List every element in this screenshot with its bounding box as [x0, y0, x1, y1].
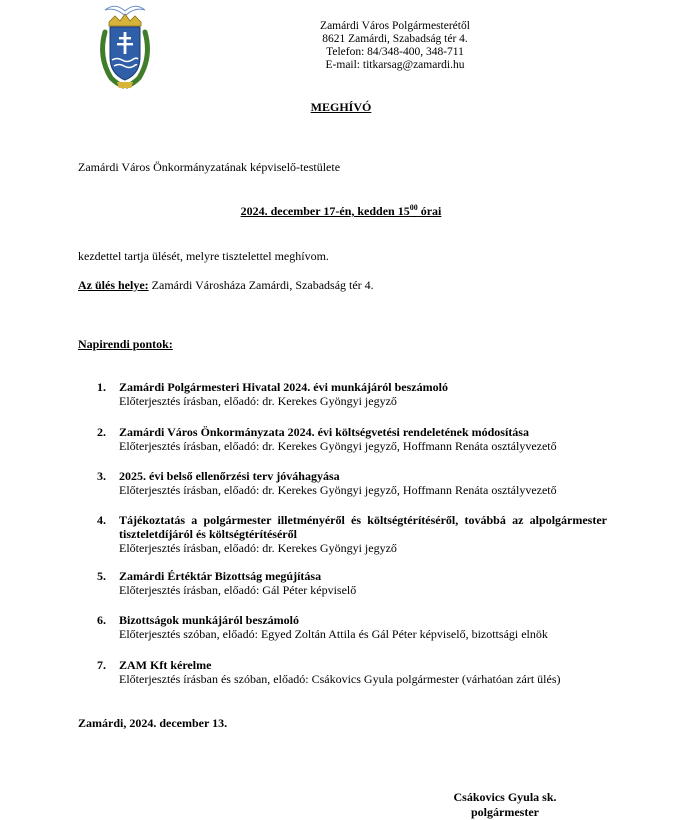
agenda-item-number: 6.: [97, 613, 106, 627]
agenda-item-number: 7.: [97, 658, 106, 672]
agenda-item-number: 5.: [97, 569, 106, 583]
agenda-item-title: Zamárdi Értéktár Bizottság megújítása: [119, 569, 322, 583]
coat-of-arms-logo: [95, 2, 155, 90]
agenda-item-number: 4.: [97, 513, 106, 527]
sender-address-block: [310, 20, 480, 72]
meeting-date-main: 2024. december 17-én, kedden 15: [240, 204, 410, 218]
sender-name: Zamárdi Város Polgármesterétől: [320, 20, 470, 32]
crown-icon: [109, 14, 141, 26]
intro-text: Zamárdi Város Önkormányzatának képviselő-testülete: [78, 160, 341, 174]
agenda-item-number: 1.: [97, 380, 106, 394]
agenda-item-title: Bizottságok munkájáról beszámoló: [119, 613, 299, 627]
agenda-item: [97, 425, 607, 453]
signature-block: [430, 790, 580, 820]
meeting-date: [0, 204, 682, 218]
agenda-item-presenter: Előterjesztés írásban, előadó: dr. Kerekes Gyöngyi jegyző: [119, 541, 397, 555]
agenda-item-title: Tájékoztatás a polgármester illetményéről és költségtérítéséről, továbbá az alpolgármester tiszteletdíjáról és költségtérítéséről: [119, 513, 607, 541]
venue-label: Az ülés helye:: [78, 278, 149, 292]
agenda-item: [97, 469, 607, 497]
agenda-item-number: 2.: [97, 425, 106, 439]
meeting-venue: [78, 278, 374, 292]
venue-text: Zamárdi Városháza Zamárdi, Szabadság tér 4.: [148, 278, 374, 292]
agenda-item: [97, 513, 607, 555]
agenda-item: [97, 613, 607, 641]
ribbon-icon: [117, 82, 133, 88]
agenda-item-title: ZAM Kft kérelme: [119, 658, 212, 672]
sender-email[interactable]: E-mail: titkarsag@zamardi.hu: [325, 59, 465, 71]
sender-address: 8621 Zamárdi, Szabadság tér 4.: [322, 33, 468, 45]
agenda-item-presenter: Előterjesztés szóban, előadó: Egyed Zoltán Attila és Gál Péter képviselő, bizottsági elnök: [119, 627, 548, 641]
signatory-role: polgármester: [471, 805, 539, 819]
agenda-item: [97, 658, 607, 686]
agenda-item-number: 3.: [97, 469, 106, 483]
sender-phone: Telefon: 84/348-400, 348-711: [326, 46, 464, 58]
document-title: MEGHÍVÓ: [310, 100, 372, 114]
signatory-name: Csákovics Gyula sk.: [453, 790, 557, 804]
agenda-item-title: Zamárdi Polgármesteri Hivatal 2024. évi munkájáról beszámoló: [119, 380, 448, 394]
agenda-item-presenter: Előterjesztés írásban, előadó: dr. Kerekes Gyöngyi jegyző: [119, 394, 397, 408]
agenda-item: [97, 569, 607, 597]
meeting-date-tail: órai: [417, 204, 442, 218]
agenda-item: [97, 380, 607, 408]
agenda-item-title: 2025. évi belső ellenőrzési terv jóváhagyása: [119, 469, 340, 483]
place-and-date: Zamárdi, 2024. december 13.: [78, 716, 228, 730]
agenda-item-presenter: Előterjesztés írásban, előadó: Gál Péter képviselő: [119, 583, 357, 597]
meeting-time-minutes: 00: [409, 203, 418, 212]
agenda-heading: Napirendi pontok:: [78, 337, 173, 351]
meeting-start-text: kezdettel tartja ülését, melyre tisztelettel meghívom.: [78, 249, 329, 263]
agenda-item-presenter: Előterjesztés írásban és szóban, előadó: Csákovics Gyula polgármester (várhatóan zárt ülés): [119, 672, 561, 686]
agenda-item-presenter: Előterjesztés írásban, előadó: dr. Kerekes Gyöngyi jegyző, Hoffmann Renáta osztályvezető: [119, 483, 557, 497]
agenda-item-presenter: Előterjesztés írásban, előadó: dr. Kerekes Gyöngyi jegyző, Hoffmann Renáta osztályvezető: [119, 439, 557, 453]
agenda-item-title: Zamárdi Város Önkormányzata 2024. évi költségvetési rendeletének módosítása: [119, 425, 529, 439]
